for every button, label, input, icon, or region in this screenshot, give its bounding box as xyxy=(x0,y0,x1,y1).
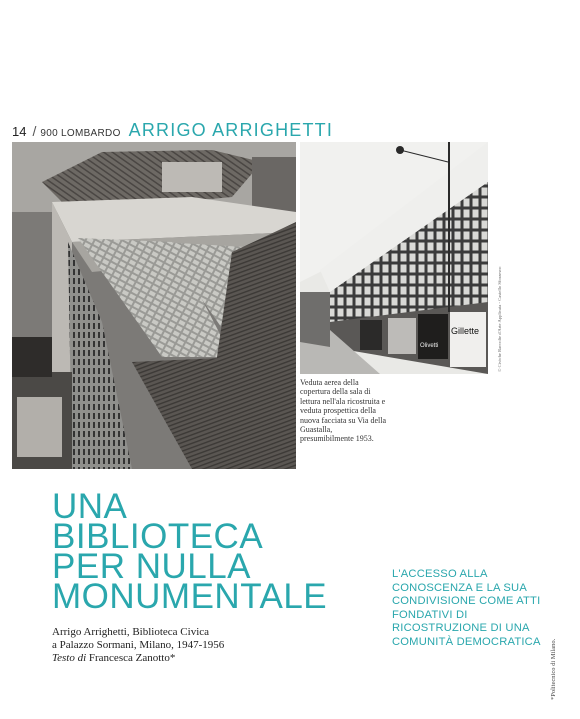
subinfo-line-2: a Palazzo Sormani, Milano, 1947-1956 xyxy=(52,639,225,651)
photo-credit-text: © Civiche Raccolte d'Arte Applicata - Castello Sforzesco xyxy=(497,266,502,372)
poster-olivetti: Olivetti xyxy=(420,343,439,349)
page-header xyxy=(12,120,333,142)
section-name: 900 LOMBARDO xyxy=(40,128,121,139)
footnote xyxy=(540,600,557,700)
facade-perspective-photo xyxy=(300,142,488,374)
page-number: 14 xyxy=(12,124,27,139)
title-line-3: PER NULLA xyxy=(52,547,252,586)
subinfo-byline xyxy=(52,652,224,665)
subinfo-line-1: Arrigo Arrighetti, Biblioteca Civica xyxy=(52,626,210,638)
article-title xyxy=(52,487,328,616)
aerial-roof-photo xyxy=(12,142,296,469)
title-line-1: UNA xyxy=(52,487,128,526)
pull-quote: L'ACCESSO ALLA CONOSCENZA E LA SUA CONDIVISIONE COME ATTI FONDATIVI DI RICOSTRUZIONE DI UNA COMUNITÀ DEMOCRATICA xyxy=(392,568,541,648)
byline-author: Francesca Zanotto* xyxy=(86,652,176,664)
author-heading: ARRIGO ARRIGHETTI xyxy=(128,120,334,140)
photo-credit xyxy=(488,150,500,370)
text-by-label: Testo di xyxy=(52,652,87,664)
title-line-2: BIBLIOTECA xyxy=(52,517,264,556)
photo-caption: Veduta aerea della copertura della sala di lettura nell'ala ricostruita e veduta prospettica della nuova facciata su Via della Guastalla, presumibilmente 1953. xyxy=(300,378,386,444)
poster-gillette: Gillette xyxy=(451,326,480,336)
header-separator: / xyxy=(32,123,37,139)
title-line-4: MONUMENTALE xyxy=(52,577,328,616)
footnote-text: *Politecnico di Milano. xyxy=(550,638,557,700)
article-subinfo xyxy=(52,626,224,665)
